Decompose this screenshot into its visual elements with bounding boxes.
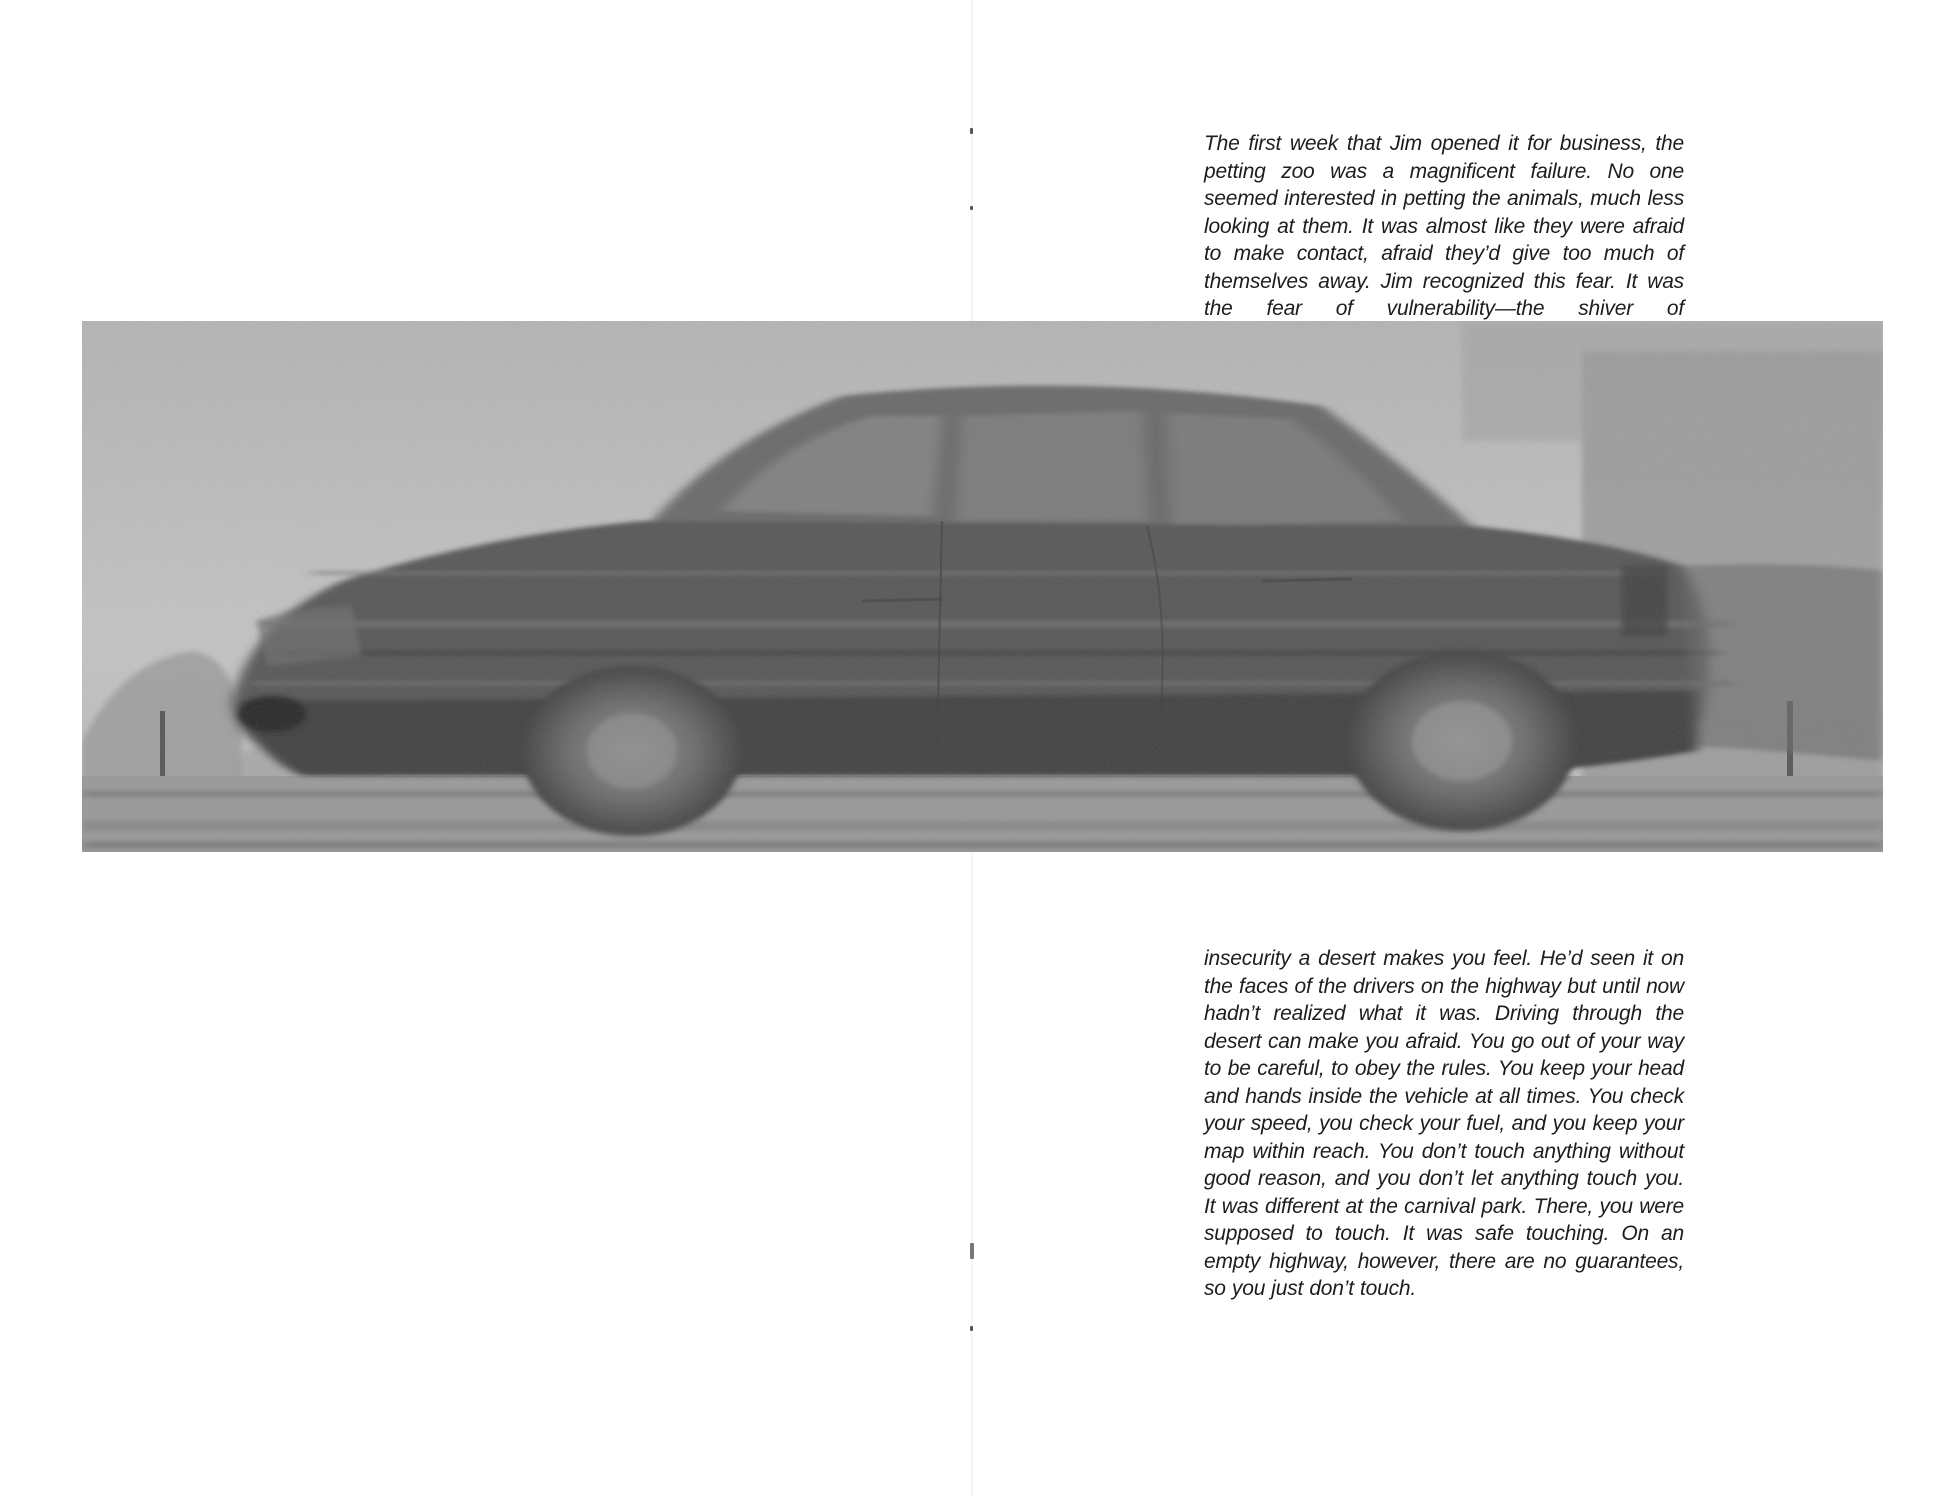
gutter-mark: [970, 1326, 973, 1331]
gutter-mark: [970, 128, 973, 134]
gutter-mark: [970, 206, 973, 210]
car-drawing-icon: [82, 321, 1883, 852]
car-illustration: [82, 321, 1883, 852]
bottom-paragraph: insecurity a desert makes you feel. He’d seen it on the faces of the drivers on the highway but until now hadn’t realized what it was. Driving through the desert can make you afraid. You go out of your way to be careful, to obey the rules. You keep your head and hands inside the vehicle at all times. You check your speed, you check your fuel, and you keep your map within reach. You don’t touch anything without good reason, and you don’t let anything touch you. It was different at the carnival park. There, you were supposed to touch. It was safe touching. On an empty highway, however, there are no guarantees, so you just don’t touch.: [1204, 947, 1684, 1300]
top-paragraph: The first week that Jim opened it for business, the petting zoo was a magnificent failure. No one seemed interested in petting the animals, much less looking at them. It was almost like they were afraid to make contact, afraid they’d give too much of themselves away. Jim recognized this fear. It was the fear of vulnerability—the shiver of: [1204, 132, 1684, 320]
gutter-mark: [970, 1243, 974, 1259]
